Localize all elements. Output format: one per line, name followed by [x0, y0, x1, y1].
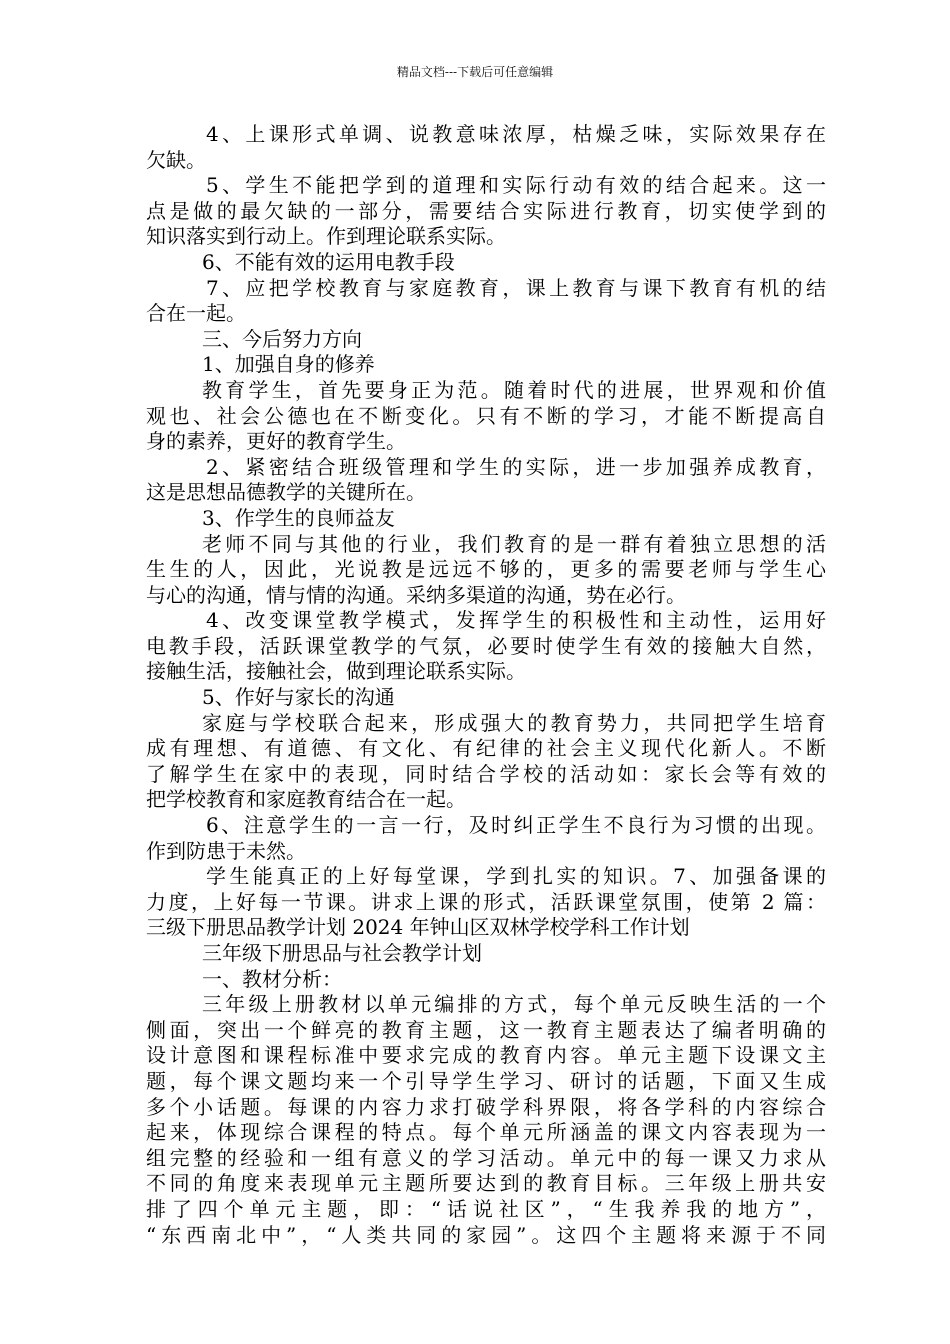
text-line: 题，每个课文题均来一个引导学生学习、研讨的话题，下面又生成: [146, 1068, 826, 1093]
text-line: 观也、社会公德也在不断变化。只有不断的学习，才能不断提高自: [146, 403, 826, 428]
text-line: 3、作学生的良师益友: [202, 505, 395, 530]
text-line: 排了四个单元主题，即：“话说社区”，“生我养我的地方”，: [146, 1196, 826, 1221]
text-line: 身的素养，更好的教育学生。: [146, 429, 406, 454]
text-line: 与心的沟通，情与情的沟通。采纳多渠道的沟通，势在必行。: [146, 582, 686, 607]
text-line: 一、教材分析：: [202, 966, 342, 991]
text-line: 5、学生不能把学到的道理和实际行动有效的结合起来。这一: [206, 173, 826, 198]
text-line: 力度，上好每一节课。讲求上课的形式，活跃课堂氛围，使第 2 篇：: [146, 889, 826, 914]
text-line: 组完整的经验和一组有意义的学习活动。单元中的每一课又力求从: [146, 1145, 826, 1170]
text-line: 2、紧密结合班级管理和学生的实际，进一步加强养成教育，: [206, 454, 826, 479]
text-line: 侧面，突出一个鲜亮的教育主题，这一教育主题表达了编者明确的: [146, 1017, 826, 1042]
text-line: 6、不能有效的运用电教手段: [202, 249, 455, 274]
text-line: 学生能真正的上好每堂课，学到扎实的知识。7、加强备课的: [206, 864, 826, 889]
text-line: 三年级上册教材以单元编排的方式，每个单元反映生活的一个: [202, 992, 826, 1017]
text-line: 4、上课形式单调、说教意味浓厚，枯燥乏味，实际效果存在: [206, 122, 826, 146]
text-line: 起来，体现综合课程的特点。每个单元所涵盖的课文内容表现为一: [146, 1120, 826, 1145]
text-line: 1、加强自身的修养: [202, 352, 375, 377]
text-line: 三、今后努力方向: [202, 326, 362, 351]
text-line: 三年级下册思品与社会教学计划: [202, 941, 482, 965]
text-line: 了解学生在家中的表现，同时结合学校的活动如：家长会等有效的: [146, 761, 826, 786]
text-line: 教育学生，首先要身正为范。随着时代的进展，世界观和价值: [202, 377, 826, 402]
text-line: 这是思想品德教学的关键所在。: [146, 480, 426, 505]
text-line: 成有理想、有道德、有文化、有纪律的社会主义现代化新人。不断: [146, 736, 826, 761]
text-line: 点是做的最欠缺的一部分，需要结合实际进行教育，切实使学到的: [146, 198, 826, 223]
text-line: “东西南北中”，“人类共同的家园”。这四个主题将来源于不同: [146, 1222, 826, 1247]
page-header: 精品文档---下载后可任意编辑: [396, 65, 554, 79]
text-line: 老师不同与其他的行业，我们教育的是一群有着独立思想的活: [202, 531, 826, 556]
text-line: 6、注意学生的一言一行，及时纠正学生不良行为习惯的出现。: [206, 813, 826, 838]
text-line: 把学校教育和家庭教育结合在一起。: [146, 787, 466, 812]
text-line: 三级下册思品教学计划 2024 年钟山区双林学校学科工作计划: [146, 915, 690, 940]
text-line: 7、应把学校教育与家庭教育，课上教育与课下教育有机的结: [206, 275, 826, 300]
text-line: 5、作好与家长的沟通: [202, 685, 395, 710]
text-line: 作到防患于未然。: [146, 838, 306, 863]
text-line: 家庭与学校联合起来，形成强大的教育势力，共同把学生培育: [202, 710, 826, 735]
text-line: 接触生活，接触社会，做到理论联系实际。: [146, 659, 526, 684]
text-line: 设计意图和课程标准中要求完成的教育内容。单元主题下设课文主: [146, 1043, 826, 1068]
text-line: 知识落实到行动上。作到理论联系实际。: [146, 224, 506, 249]
text-line: 欠缺。: [146, 147, 206, 172]
text-line: 合在一起。: [146, 301, 246, 326]
text-line: 不同的角度来表现单元主题所要达到的教育目标。三年级上册共安: [146, 1171, 826, 1196]
text-line: 生生的人，因此，光说教是远远不够的，更多的需要老师与学生心: [146, 557, 826, 582]
text-line: 电教手段，活跃课堂教学的气氛，必要时使学生有效的接触大自然，: [146, 633, 826, 658]
text-line: 多个小话题。每课的内容力求打破学科界限，将各学科的内容综合: [146, 1094, 826, 1119]
text-line: 4、改变课堂教学模式，发挥学生的积极性和主动性，运用好: [206, 608, 826, 633]
document-body: [146, 122, 826, 1248]
